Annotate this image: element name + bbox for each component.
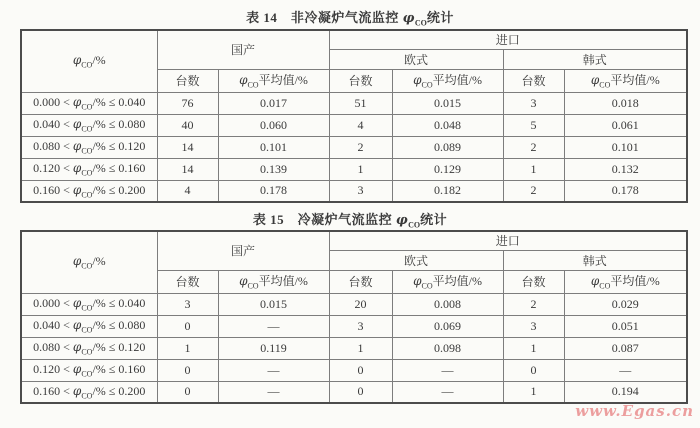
header-row-groups <box>21 231 687 250</box>
value-cell: — <box>218 359 329 381</box>
range-text: 0.120 < <box>33 160 73 175</box>
header-text: 平均值/% <box>258 73 308 88</box>
col-header-count: 台数 <box>157 270 218 293</box>
range-cell <box>21 92 157 114</box>
value-cell: 0.101 <box>564 136 687 158</box>
range-cell <box>21 337 157 359</box>
col-header-count: 台数 <box>503 69 564 92</box>
range-text: /% ≤ 0.040 <box>92 295 146 310</box>
header-text: 平均值/% <box>258 274 308 289</box>
value-cell: 2 <box>503 180 564 202</box>
range-cell <box>21 158 157 180</box>
value-cell: 14 <box>157 136 218 158</box>
col-group-korean: 韩式 <box>503 250 687 270</box>
table-row <box>21 92 687 114</box>
col-header-avg <box>218 270 329 293</box>
col-group-imported: 进口 <box>329 231 687 250</box>
phi-symbol: φ <box>395 213 409 228</box>
col-header-avg <box>218 69 329 92</box>
phi-subscript: CO <box>81 347 93 357</box>
value-cell: 0 <box>329 381 392 403</box>
phi-symbol: φ <box>590 73 600 88</box>
phi-symbol: φ <box>239 73 248 88</box>
value-cell: 0.018 <box>564 92 687 114</box>
table-14 <box>20 29 688 203</box>
value-cell: 20 <box>329 293 392 315</box>
table-row <box>21 158 687 180</box>
value-cell: 1 <box>157 337 218 359</box>
phi-subscript: CO <box>81 146 93 156</box>
value-cell: 51 <box>329 92 392 114</box>
col-header-phi-range <box>21 30 157 92</box>
phi-symbol: φ <box>72 317 82 332</box>
value-cell: 0.098 <box>392 337 503 359</box>
phi-subscript: CO <box>599 80 611 90</box>
value-cell: 0 <box>157 359 218 381</box>
range-cell <box>21 359 157 381</box>
col-header-count: 台数 <box>503 270 564 293</box>
value-cell: 0.129 <box>392 158 503 180</box>
phi-symbol: φ <box>72 383 82 398</box>
range-text: /% ≤ 0.200 <box>92 383 146 398</box>
header-row-groups <box>21 30 687 49</box>
value-cell: 0 <box>503 359 564 381</box>
value-cell: 4 <box>157 180 218 202</box>
range-text: /% ≤ 0.120 <box>92 339 146 354</box>
header-text: 平均值/% <box>432 274 482 289</box>
col-group-domestic: 国产 <box>157 231 329 270</box>
value-cell: 3 <box>503 92 564 114</box>
value-cell: 1 <box>329 337 392 359</box>
header-text: /% <box>92 254 106 269</box>
value-cell: 5 <box>503 114 564 136</box>
phi-subscript: CO <box>81 325 93 335</box>
title-text: 表 15 冷凝炉气流监控 <box>252 212 396 227</box>
table-row <box>21 381 687 403</box>
value-cell: 76 <box>157 92 218 114</box>
value-cell: 0.182 <box>392 180 503 202</box>
phi-subscript: CO <box>421 281 433 291</box>
value-cell: 1 <box>329 158 392 180</box>
value-cell: 0.132 <box>564 158 687 180</box>
header-text: 平均值/% <box>610 73 660 88</box>
value-cell: 0.051 <box>564 315 687 337</box>
value-cell: 14 <box>157 158 218 180</box>
range-text: /% ≤ 0.080 <box>92 116 146 131</box>
table-row <box>21 114 687 136</box>
phi-subscript: CO <box>81 369 93 379</box>
value-cell: 0.015 <box>392 92 503 114</box>
value-cell: 0.087 <box>564 337 687 359</box>
range-cell <box>21 180 157 202</box>
range-text: /% ≤ 0.080 <box>92 317 146 332</box>
table-row <box>21 337 687 359</box>
range-text: 0.120 < <box>33 361 73 376</box>
range-text: 0.080 < <box>33 138 73 153</box>
range-text: 0.040 < <box>33 317 73 332</box>
col-header-count: 台数 <box>329 270 392 293</box>
range-text: 0.160 < <box>33 383 73 398</box>
value-cell: — <box>392 381 503 403</box>
phi-subscript: CO <box>247 80 259 90</box>
phi-symbol: φ <box>72 339 82 354</box>
value-cell: 4 <box>329 114 392 136</box>
phi-symbol: φ <box>590 274 600 289</box>
value-cell: 2 <box>329 136 392 158</box>
col-group-euro: 欧式 <box>329 49 503 69</box>
phi-subscript: CO <box>599 281 611 291</box>
value-cell: 0.017 <box>218 92 329 114</box>
value-cell: 0.101 <box>218 136 329 158</box>
phi-subscript: CO <box>414 18 427 28</box>
range-text: /% ≤ 0.120 <box>92 138 146 153</box>
value-cell: 1 <box>503 381 564 403</box>
value-cell: 0.015 <box>218 293 329 315</box>
phi-subscript: CO <box>81 60 93 70</box>
value-cell: 0.178 <box>218 180 329 202</box>
value-cell: 0.194 <box>564 381 687 403</box>
value-cell: 0.048 <box>392 114 503 136</box>
col-group-euro: 欧式 <box>329 250 503 270</box>
range-text: 0.000 < <box>33 295 73 310</box>
range-cell <box>21 315 157 337</box>
header-text: 平均值/% <box>432 73 482 88</box>
phi-symbol: φ <box>72 361 82 376</box>
phi-symbol: φ <box>413 274 422 289</box>
phi-symbol: φ <box>72 182 82 197</box>
range-text: 0.000 < <box>33 94 73 109</box>
phi-subscript: CO <box>81 168 93 178</box>
table-row <box>21 315 687 337</box>
col-header-avg <box>392 69 503 92</box>
phi-symbol: φ <box>72 254 82 269</box>
phi-symbol: φ <box>239 274 248 289</box>
phi-symbol: φ <box>72 295 82 310</box>
phi-subscript: CO <box>81 189 93 199</box>
value-cell: 0 <box>157 315 218 337</box>
value-cell: 0.060 <box>218 114 329 136</box>
value-cell: — <box>218 381 329 403</box>
table14-title <box>0 7 700 28</box>
col-group-korean: 韩式 <box>503 49 687 69</box>
range-text: 0.040 < <box>33 116 73 131</box>
title-text: 表 14 非冷凝炉气流监控 <box>246 10 403 25</box>
col-group-domestic: 国产 <box>157 30 329 69</box>
value-cell: — <box>564 359 687 381</box>
site-watermark: www.Egas.cn <box>575 402 694 420</box>
value-cell: — <box>392 359 503 381</box>
range-cell <box>21 293 157 315</box>
col-header-avg <box>564 270 687 293</box>
col-header-phi-range <box>21 231 157 293</box>
range-text: /% ≤ 0.160 <box>92 361 146 376</box>
phi-subscript: CO <box>81 261 93 271</box>
table-15 <box>20 230 688 404</box>
value-cell: 0.139 <box>218 158 329 180</box>
range-cell <box>21 381 157 403</box>
table-row <box>21 136 687 158</box>
value-cell: 0.061 <box>564 114 687 136</box>
value-cell: 0.119 <box>218 337 329 359</box>
phi-symbol: φ <box>72 138 82 153</box>
header-text: /% <box>92 53 106 68</box>
value-cell: 3 <box>157 293 218 315</box>
value-cell: 0.008 <box>392 293 503 315</box>
range-cell <box>21 136 157 158</box>
phi-subscript: CO <box>81 303 93 313</box>
range-text: 0.080 < <box>33 339 73 354</box>
range-cell <box>21 114 157 136</box>
col-header-count: 台数 <box>329 69 392 92</box>
col-header-avg <box>392 270 503 293</box>
table-row <box>21 180 687 202</box>
range-text: /% ≤ 0.160 <box>92 160 146 175</box>
value-cell: 3 <box>329 315 392 337</box>
phi-subscript: CO <box>81 124 93 134</box>
col-group-imported: 进口 <box>329 30 687 49</box>
value-cell: 3 <box>329 180 392 202</box>
range-text: /% ≤ 0.200 <box>92 182 146 197</box>
value-cell: 0.178 <box>564 180 687 202</box>
phi-subscript: CO <box>247 281 259 291</box>
value-cell: 3 <box>503 315 564 337</box>
phi-subscript: CO <box>81 102 93 112</box>
value-cell: 0.069 <box>392 315 503 337</box>
phi-subscript: CO <box>408 220 421 230</box>
value-cell: 1 <box>503 337 564 359</box>
col-header-count: 台数 <box>157 69 218 92</box>
value-cell: 0 <box>157 381 218 403</box>
phi-symbol: φ <box>72 53 82 68</box>
title-text: 统计 <box>426 10 454 25</box>
table15-title <box>0 209 700 230</box>
phi-symbol: φ <box>72 94 82 109</box>
value-cell: — <box>218 315 329 337</box>
header-text: 平均值/% <box>610 274 660 289</box>
phi-symbol: φ <box>72 116 82 131</box>
value-cell: 0.089 <box>392 136 503 158</box>
value-cell: 40 <box>157 114 218 136</box>
phi-symbol: φ <box>72 160 82 175</box>
col-header-avg <box>564 69 687 92</box>
phi-symbol: φ <box>402 11 415 26</box>
value-cell: 1 <box>503 158 564 180</box>
phi-subscript: CO <box>421 80 433 90</box>
range-text: /% ≤ 0.040 <box>92 94 146 109</box>
value-cell: 0.029 <box>564 293 687 315</box>
title-text: 统计 <box>420 212 448 227</box>
value-cell: 2 <box>503 136 564 158</box>
table-row <box>21 293 687 315</box>
phi-symbol: φ <box>413 73 422 88</box>
phi-subscript: CO <box>81 390 93 400</box>
table-row <box>21 359 687 381</box>
value-cell: 2 <box>503 293 564 315</box>
range-text: 0.160 < <box>33 182 73 197</box>
value-cell: 0 <box>329 359 392 381</box>
